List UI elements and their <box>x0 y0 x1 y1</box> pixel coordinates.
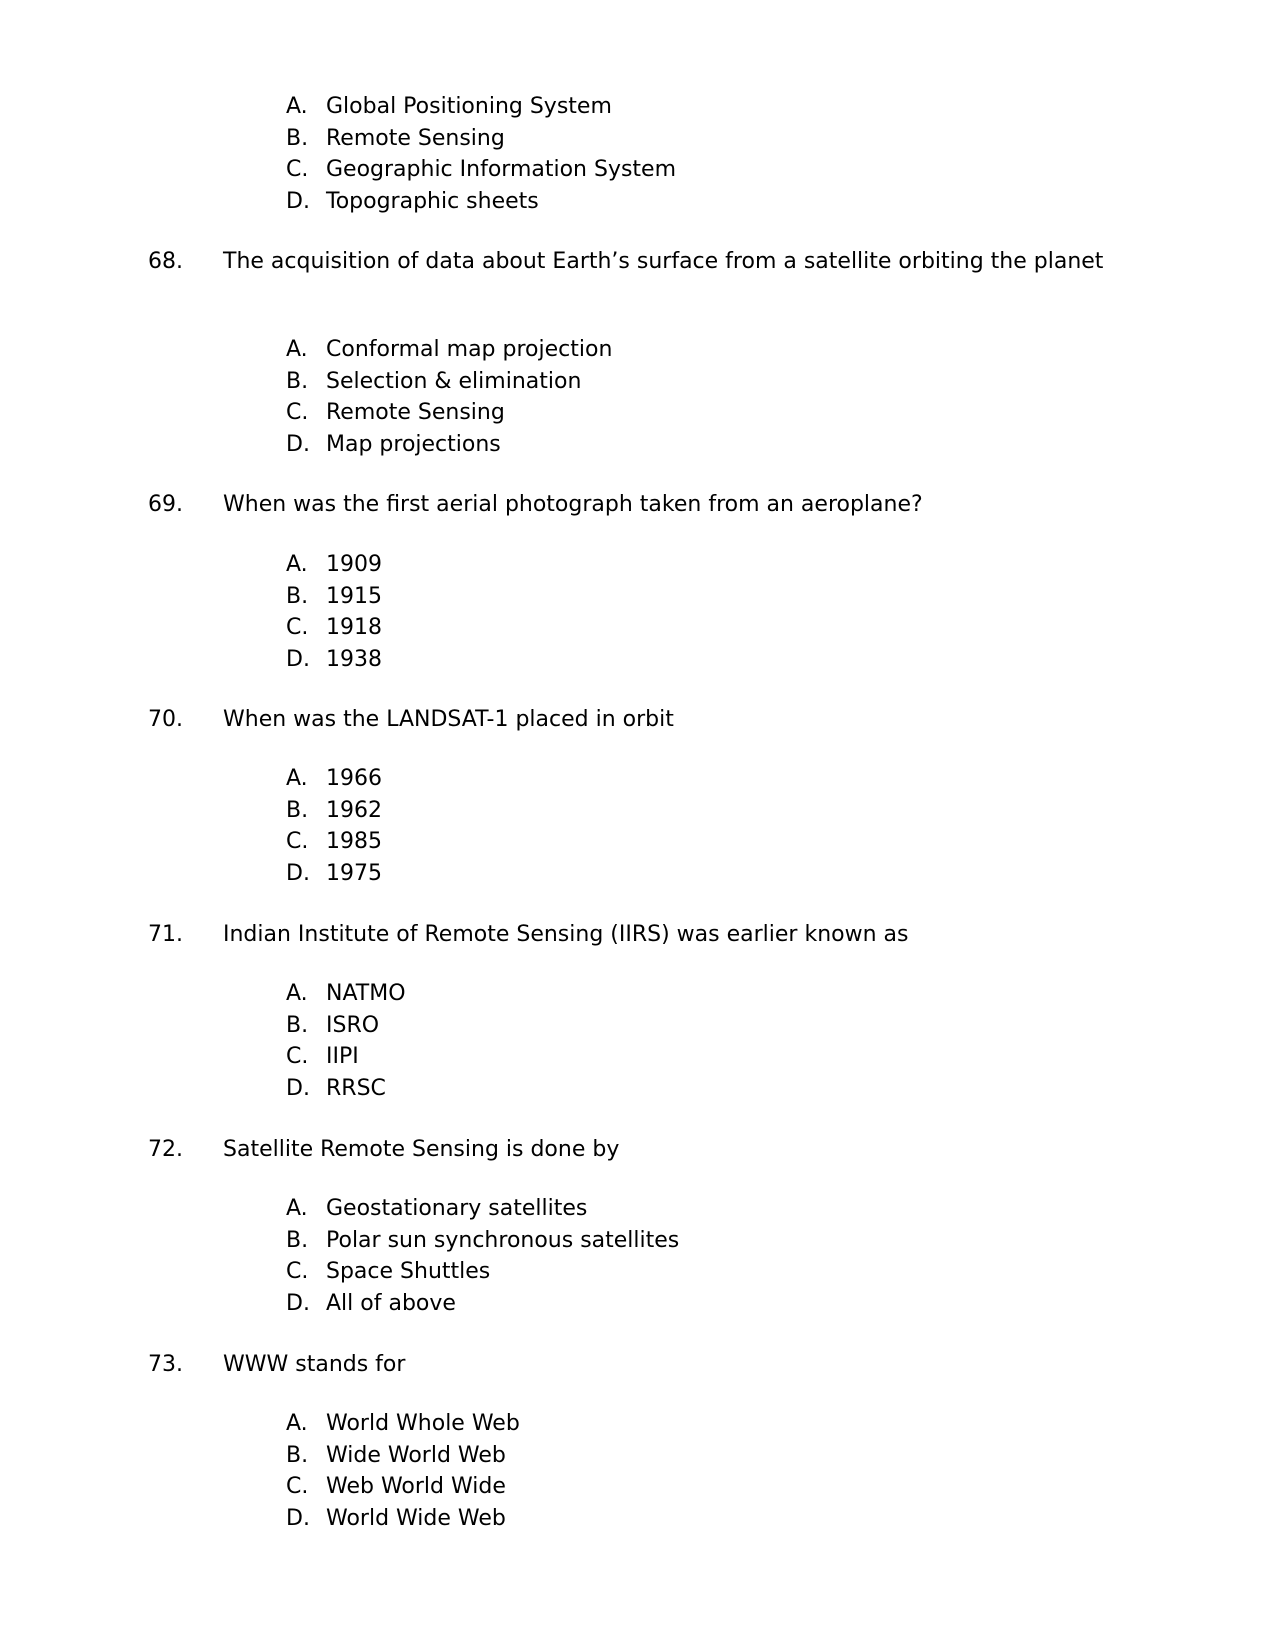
option-letter: B. <box>286 797 309 823</box>
options-68 <box>286 334 612 461</box>
question-text: Satellite Remote Sensing is done by <box>223 1137 620 1162</box>
option-text: Topographic sheets <box>326 189 539 215</box>
option-item <box>286 644 382 676</box>
option-item <box>286 1073 406 1105</box>
options-72 <box>286 1193 679 1320</box>
option-text: 1909 <box>326 552 382 577</box>
option-letter: C. <box>286 1259 309 1285</box>
option-text: 1938 <box>326 647 382 673</box>
option-text: Selection & elimination <box>326 368 582 394</box>
option-item <box>286 366 612 398</box>
option-item <box>286 1440 520 1472</box>
options-71 <box>286 978 406 1105</box>
option-item <box>286 978 406 1010</box>
option-letter: D. <box>286 1506 310 1532</box>
option-text: Map projections <box>326 432 501 458</box>
option-text: Global Positioning System <box>326 94 612 119</box>
option-item <box>286 612 382 644</box>
question-text: The acquisition of data about Earth’s surface from a satellite orbiting the planet <box>223 249 1104 274</box>
question-number: 69. <box>148 492 183 517</box>
carryover-options <box>286 91 676 218</box>
option-text: All of above <box>326 1291 456 1317</box>
options-73 <box>286 1408 520 1535</box>
option-text: RRSC <box>326 1076 386 1102</box>
question-number: 72. <box>148 1137 183 1162</box>
option-letter: B. <box>286 368 309 394</box>
question-number: 68. <box>148 249 183 274</box>
option-text: Polar sun synchronous satellites <box>326 1227 680 1253</box>
option-item <box>286 795 382 827</box>
option-text: 1966 <box>326 766 382 791</box>
option-item <box>286 1288 679 1320</box>
option-letter: B. <box>286 1227 309 1253</box>
option-letter: A. <box>286 94 308 119</box>
option-letter: C. <box>286 157 309 183</box>
option-item <box>286 186 676 218</box>
option-letter: A. <box>286 552 308 577</box>
options-70 <box>286 763 382 890</box>
option-item <box>286 581 382 613</box>
option-text: 1962 <box>326 797 382 823</box>
option-letter: C. <box>286 1474 309 1500</box>
option-item <box>286 154 676 186</box>
question-text: When was the first aerial photograph taken from an aeroplane? <box>223 492 923 517</box>
option-text: 1975 <box>326 861 382 887</box>
option-text: ISRO <box>326 1012 380 1038</box>
option-item <box>286 1010 406 1042</box>
option-item <box>286 1503 520 1535</box>
option-item <box>286 91 676 123</box>
option-letter: A. <box>286 766 308 791</box>
option-item <box>286 429 612 461</box>
option-text: Conformal map projection <box>326 337 613 362</box>
option-text: Space Shuttles <box>326 1259 491 1285</box>
option-letter: D. <box>286 189 310 215</box>
option-letter: A. <box>286 981 308 1006</box>
question-text: Indian Institute of Remote Sensing (IIRS) was earlier known as <box>223 922 909 947</box>
option-letter: C. <box>286 400 309 426</box>
option-letter: B. <box>286 125 309 151</box>
option-text: 1918 <box>326 615 382 641</box>
option-text: 1985 <box>326 829 382 855</box>
option-letter: B. <box>286 1442 309 1468</box>
option-item <box>286 123 676 155</box>
option-letter: D. <box>286 1076 310 1102</box>
option-text: 1915 <box>326 583 382 609</box>
option-letter: C. <box>286 829 309 855</box>
option-item <box>286 1408 520 1440</box>
option-text: Geostationary satellites <box>326 1196 588 1221</box>
option-item <box>286 858 382 890</box>
option-text: World Whole Web <box>326 1411 520 1436</box>
option-item <box>286 1471 520 1503</box>
option-text: Wide World Web <box>326 1442 506 1468</box>
option-item <box>286 1225 679 1257</box>
option-item <box>286 1256 679 1288</box>
option-letter: D. <box>286 432 310 458</box>
option-letter: B. <box>286 1012 309 1038</box>
option-letter: D. <box>286 1291 310 1317</box>
question-number: 71. <box>148 922 183 947</box>
option-letter: A. <box>286 1411 308 1436</box>
option-text: Remote Sensing <box>326 125 505 151</box>
question-text: When was the LANDSAT-1 placed in orbit <box>223 707 674 732</box>
option-text: IIPI <box>326 1044 359 1070</box>
options-69 <box>286 549 382 676</box>
question-number: 70. <box>148 707 183 732</box>
option-text: Web World Wide <box>326 1474 506 1500</box>
option-letter: D. <box>286 647 310 673</box>
option-text: Geographic Information System <box>326 157 677 183</box>
option-letter: B. <box>286 583 309 609</box>
option-text: Remote Sensing <box>326 400 505 426</box>
option-letter: A. <box>286 1196 308 1221</box>
option-text: NATMO <box>326 981 406 1006</box>
option-letter: C. <box>286 1044 309 1070</box>
option-letter: C. <box>286 615 309 641</box>
option-item <box>286 763 382 795</box>
question-text: WWW stands for <box>223 1352 406 1377</box>
option-item <box>286 397 612 429</box>
option-item <box>286 826 382 858</box>
option-letter: D. <box>286 861 310 887</box>
option-item <box>286 549 382 581</box>
option-item <box>286 1041 406 1073</box>
option-item <box>286 1193 679 1225</box>
option-letter: A. <box>286 337 308 362</box>
option-item <box>286 334 612 366</box>
option-text: World Wide Web <box>326 1506 506 1532</box>
question-number: 73. <box>148 1352 183 1377</box>
